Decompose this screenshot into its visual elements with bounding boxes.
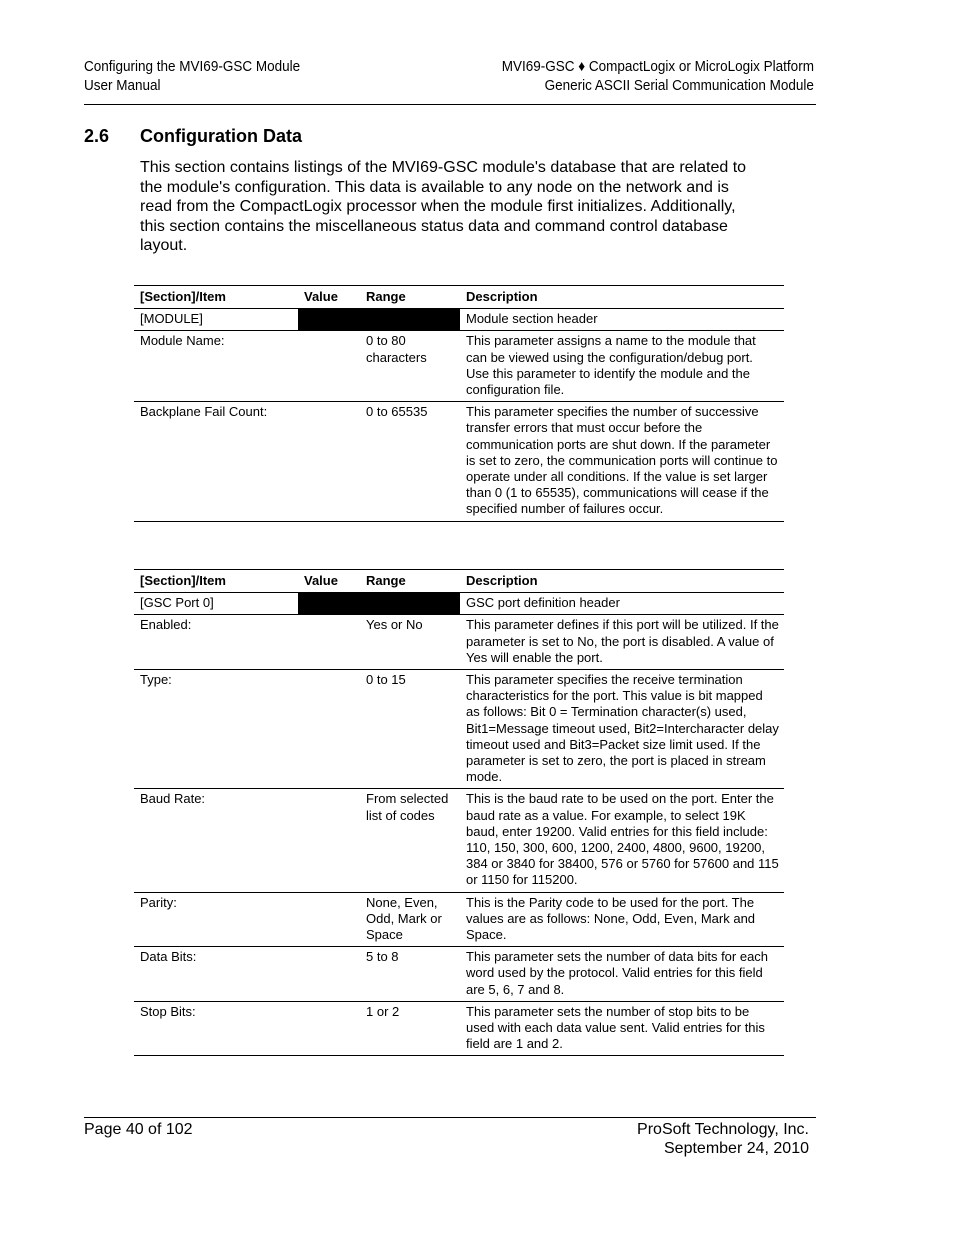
table-header-row <box>134 286 784 309</box>
table-row <box>134 402 784 521</box>
column-header-section-item: [Section]/Item <box>134 570 298 593</box>
product-platform: MVI69-GSC ♦ CompactLogix or MicroLogix Platform <box>501 58 814 75</box>
section-number: 2.6 <box>84 126 110 146</box>
value-cell <box>298 947 360 1002</box>
column-header-value: Value <box>298 286 360 309</box>
footer-divider <box>84 1117 816 1118</box>
table-header-row <box>134 570 784 593</box>
description-cell: This parameter assigns a name to the module that can be viewed using the configuration/debug port. Use this parameter to identify the module and the configuration file. <box>460 331 784 402</box>
range-cell: 5 to 8 <box>360 947 460 1002</box>
table-row <box>134 670 784 789</box>
section-title: Configuration Data <box>140 126 302 146</box>
table-row <box>134 615 784 670</box>
column-header-range: Range <box>360 570 460 593</box>
item-cell: Parity: <box>134 892 298 947</box>
value-cell <box>298 331 360 402</box>
description-cell: This parameter sets the number of data bits for each word used by the protocol. Valid entries for this field are 5, 6, 7 and 8. <box>460 947 784 1002</box>
description-cell: This is the baud rate to be used on the port. Enter the baud rate as a value. For example, to select 19K baud, enter 19200. Valid entries for this field include: 110, 150, 300, 600, 1200, 2400, 4800, 9600, 19200, 384 or 3840 for 38400, 576 or 5760 for 57600 and 115 or 1150 for 115200. <box>460 789 784 892</box>
table-row <box>134 1001 784 1056</box>
column-header-section-item: [Section]/Item <box>134 286 298 309</box>
value-cell <box>298 615 360 670</box>
column-header-range: Range <box>360 286 460 309</box>
item-cell: Module Name: <box>134 331 298 402</box>
page-number: Page 40 of 102 <box>84 1121 193 1138</box>
item-cell: Enabled: <box>134 615 298 670</box>
table-row <box>134 947 784 1002</box>
section-header-row <box>134 593 784 615</box>
value-cell <box>298 892 360 947</box>
section-item: [MODULE] <box>134 309 298 331</box>
product-description: Generic ASCII Serial Communication Module <box>544 77 814 94</box>
table-row <box>134 789 784 892</box>
range-cell: 0 to 65535 <box>360 402 460 521</box>
section-blackout-cell <box>298 309 460 331</box>
description-cell: This parameter specifies the receive termination characteristics for the port. This value is bit mapped as follows: Bit 0 = Termination character(s) used, Bit1=Message timeout used, Bit2=Intercharacter delay timeout used and Bit3=Packet size limit used. If the parameter is set to zero, the port is placed in stream mode. <box>460 670 784 789</box>
company-name: ProSoft Technology, Inc. <box>637 1121 809 1138</box>
module-config-table <box>134 285 784 522</box>
section-description: GSC port definition header <box>460 593 784 615</box>
value-cell <box>298 402 360 521</box>
section-item: [GSC Port 0] <box>134 593 298 615</box>
section-header-row <box>134 309 784 331</box>
item-cell: Stop Bits: <box>134 1001 298 1056</box>
header-divider <box>84 104 816 105</box>
range-cell: From selected list of codes <box>360 789 460 892</box>
description-cell: This is the Parity code to be used for the port. The values are as follows: None, Odd, Even, Mark and Space. <box>460 892 784 947</box>
page-header-left <box>84 57 300 95</box>
manual-subtitle: User Manual <box>84 77 161 94</box>
table-row <box>134 892 784 947</box>
range-cell: None, Even, Odd, Mark or Space <box>360 892 460 947</box>
section-description: Module section header <box>460 309 784 331</box>
item-cell: Type: <box>134 670 298 789</box>
description-cell: This parameter specifies the number of successive transfer errors that must occur before the communication ports are shut down. If the parameter is set to zero, the communication ports will continue to operate under all conditions. If the value is set larger than 0 (1 to 65535), communications will cease if the specified number of failures occur. <box>460 402 784 521</box>
column-header-description: Description <box>460 286 784 309</box>
column-header-value: Value <box>298 570 360 593</box>
item-cell: Backplane Fail Count: <box>134 402 298 521</box>
value-cell <box>298 789 360 892</box>
page-header-right <box>502 57 814 95</box>
section-intro: This section contains listings of the MVI69-GSC module's database that are related to the module's configuration. This data is available to any node on the network and is read from the CompactLogix processor when the module first initializes. Additionally, this section contains the miscellaneous status data and command control database layout. <box>140 159 747 254</box>
description-cell: This parameter sets the number of stop bits to be used with each data value sent. Valid entries for this field are 1 and 2. <box>460 1001 784 1056</box>
value-cell <box>298 1001 360 1056</box>
column-header-description: Description <box>460 570 784 593</box>
item-cell: Data Bits: <box>134 947 298 1002</box>
range-cell: 0 to 15 <box>360 670 460 789</box>
description-cell: This parameter defines if this port will be utilized. If the parameter is set to No, the port is disabled. A value of Yes will enable the port. <box>460 615 784 670</box>
publication-date: September 24, 2010 <box>664 1140 809 1157</box>
page-footer-right <box>637 1120 809 1158</box>
range-cell: Yes or No <box>360 615 460 670</box>
range-cell: 1 or 2 <box>360 1001 460 1056</box>
range-cell: 0 to 80 characters <box>360 331 460 402</box>
item-cell: Baud Rate: <box>134 789 298 892</box>
section-blackout-cell <box>298 593 460 615</box>
value-cell <box>298 670 360 789</box>
table-row <box>134 331 784 402</box>
gsc-port-config-table <box>134 569 784 1056</box>
manual-title: Configuring the MVI69-GSC Module <box>84 58 301 75</box>
